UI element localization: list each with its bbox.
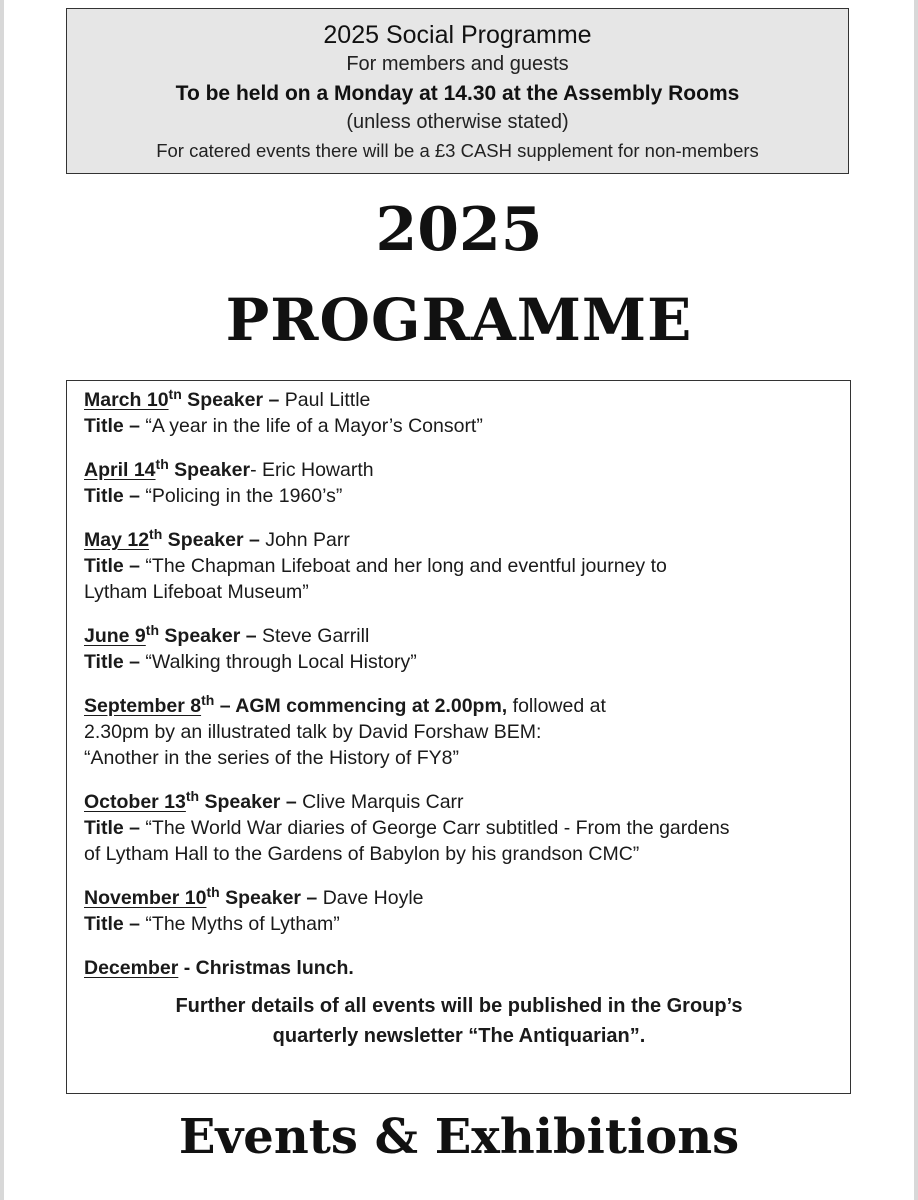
speaker-name: Paul Little xyxy=(284,389,371,411)
header-box xyxy=(66,8,849,174)
event-date: December xyxy=(84,957,179,979)
speaker-name: Clive Marquis Carr xyxy=(302,791,464,813)
event-april: April 14th Speaker- Eric Howarth Title – “Policing in the 1960’s” xyxy=(84,456,374,507)
agm-talk-line: 2.30pm by an illustrated talk by David Forshaw BEM: xyxy=(84,721,542,743)
closing-line-1: Further details of all events will be published in the Group’s xyxy=(175,995,743,1017)
title-label: Title xyxy=(84,485,124,507)
header-catering: For catered events there will be a £3 CASH supplement for non-members xyxy=(156,140,759,161)
header-subtitle: For members and guests xyxy=(346,53,569,75)
speaker-label: Speaker xyxy=(219,887,302,909)
speaker-label: Speaker xyxy=(181,389,264,411)
talk-title: “A year in the life of a Mayor’s Consort” xyxy=(145,415,483,437)
title-label: Title xyxy=(84,415,124,437)
heading-programme: PROGRAMME xyxy=(225,286,693,354)
left-border xyxy=(0,0,4,1200)
programme-box xyxy=(66,380,851,1094)
header-note: (unless otherwise stated) xyxy=(346,111,569,133)
title-label: Title xyxy=(84,817,124,839)
event-november: November 10th Speaker – Dave Hoyle Title – “The Myths of Lytham” xyxy=(84,884,424,935)
title-label: Title xyxy=(84,913,124,935)
title-label: Title xyxy=(84,651,124,673)
header-venue: To be held on a Monday at 14.30 at the Assembly Rooms xyxy=(175,82,740,105)
talk-title-continued: Lytham Lifeboat Museum” xyxy=(84,581,309,603)
event-december xyxy=(84,955,834,981)
event-date: June 9th xyxy=(84,622,159,647)
closing-note xyxy=(84,991,834,1051)
event-date: November 10th xyxy=(84,884,220,909)
event-description: - Christmas lunch. xyxy=(178,957,354,979)
speaker-label: Speaker xyxy=(159,625,241,647)
event-date: April 14th xyxy=(84,456,169,481)
right-border xyxy=(914,0,918,1200)
agm-followup: followed at xyxy=(507,695,606,717)
heading-year: 2025 xyxy=(375,195,543,265)
speaker-name: Steve Garrill xyxy=(262,625,370,647)
event-date: March $10^{tn}$ xyxy=(84,386,182,411)
event-june: June 9th Speaker – Steve Garrill Title – “Walking through Local History” xyxy=(84,622,417,673)
agm-talk-title: “Another in the series of the History of FY8” xyxy=(84,747,459,769)
event-september-agm xyxy=(84,693,834,771)
event-october: October 13th Speaker – Clive Marquis Carr Title – “The World War diaries of George Carr subtitled - From the gardens of Lytham Hall to the Gardens of Babylon by his grandson CMC” xyxy=(84,788,730,865)
title-label: Title xyxy=(84,555,124,577)
talk-title-continued: of Lytham Hall to the Gardens of Babylon by his grandson CMC” xyxy=(84,843,640,865)
event-date: October 13th xyxy=(84,788,200,813)
talk-title: “Walking through Local History” xyxy=(145,651,417,673)
footer-title: Events & Exhibitions xyxy=(178,1109,740,1165)
talk-title: “The Chapman Lifeboat and her long and eventful journey to xyxy=(145,555,667,577)
speaker-label: Speaker xyxy=(162,529,244,551)
speaker-name: John Parr xyxy=(265,529,350,551)
event-may: May 12th Speaker – John Parr Title – “The Chapman Lifeboat and her long and eventful journey to Lytham Lifeboat Museum” xyxy=(84,526,667,603)
speaker-name: Dave Hoyle xyxy=(322,887,424,909)
agm-label: – AGM commencing at 2.00pm, xyxy=(214,695,508,717)
closing-line-2: quarterly newsletter “The Antiquarian”. xyxy=(272,1025,646,1047)
talk-title: “Policing in the 1960’s” xyxy=(145,485,343,507)
header-title: 2025 Social Programme xyxy=(323,21,592,49)
speaker-label: Speaker xyxy=(168,459,251,481)
event-date: May 12th xyxy=(84,526,163,551)
talk-title: “The Myths of Lytham” xyxy=(145,913,340,935)
event-march: March $10^{tn}$ Speaker – Paul Little Title – “A year in the life of a Mayor’s Consort” xyxy=(84,386,483,437)
speaker-name: Eric Howarth xyxy=(261,459,374,481)
speaker-label: Speaker xyxy=(199,791,281,813)
event-date: September 8th xyxy=(84,692,215,717)
talk-title: “The World War diaries of George Carr subtitled - From the gardens xyxy=(145,817,730,839)
